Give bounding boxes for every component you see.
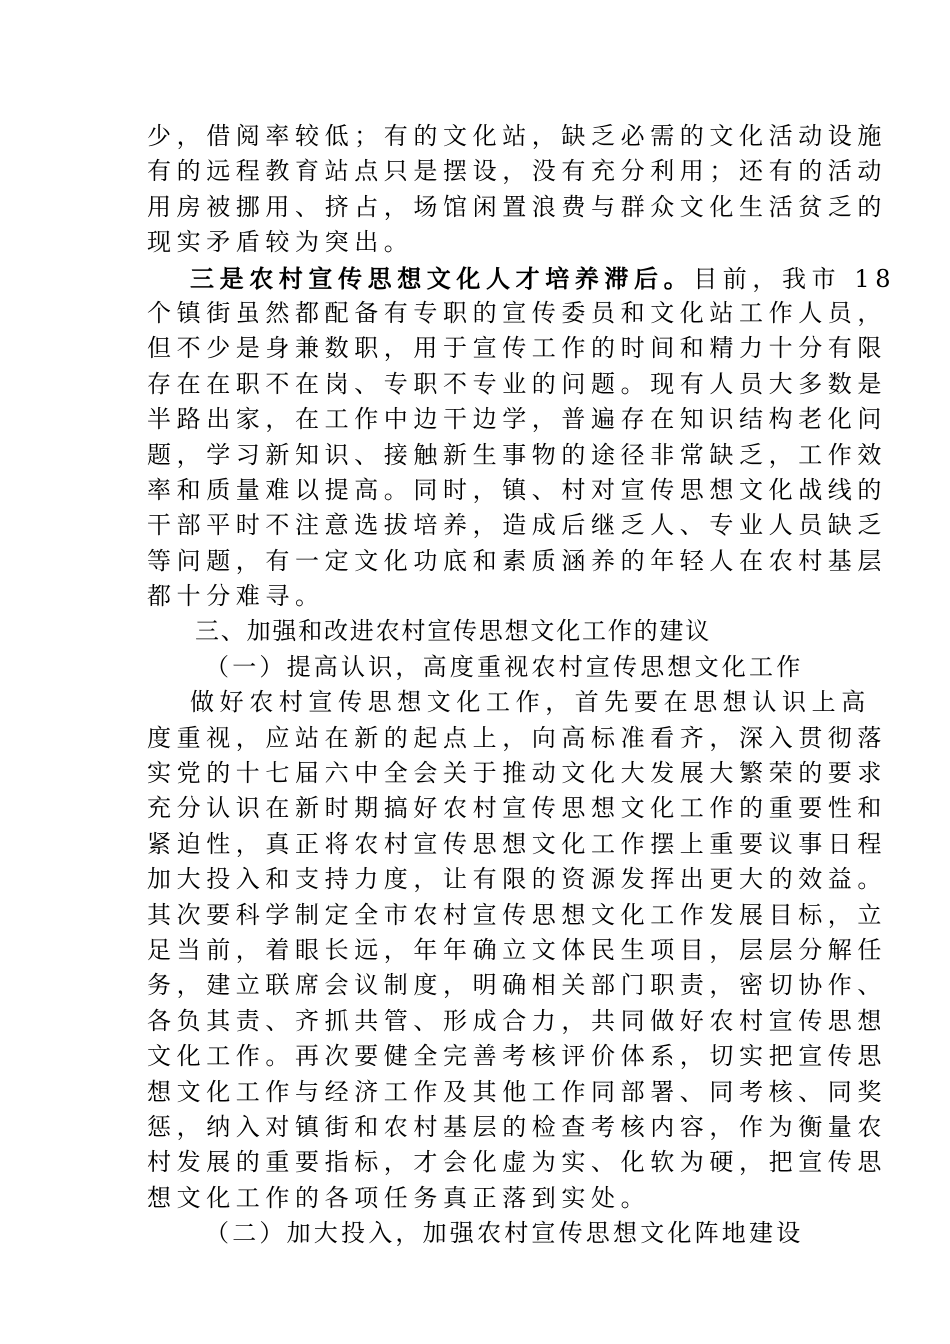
text-line: 实党的十七届六中全会关于推动文化大发展大繁荣的要求 — [147, 759, 887, 788]
text-line: 少，借阅率较低；有的文化站，缺乏必需的文化活动设施 — [147, 122, 887, 150]
paragraph-talent — [147, 261, 897, 615]
bold-lead-sentence: 三是农村宣传思想文化人才培养滞后。 — [190, 263, 694, 293]
text-line: 都十分难寻。 — [147, 582, 325, 611]
text-line: 想文化工作的各项任务真正落到实处。 — [147, 1183, 651, 1212]
paragraph-awareness — [147, 685, 887, 1216]
paragraph-facilities — [147, 119, 887, 261]
text-line: 半路出家，在工作中边干边学，普遍存在知识结构老化问 — [147, 405, 887, 434]
text-line: 加大投入和支持力度，让有限的资源发挥出更大的效益。 — [147, 865, 887, 894]
text-line: 文化工作。再次要健全完善考核评价体系，切实把宣传思 — [147, 1042, 887, 1071]
text-line: 村发展的重要指标，才会化虚为实、化软为硬，把宣传思 — [147, 1148, 887, 1177]
subsection-heading: （二）加大投入，加强农村宣传思想文化阵地建设 — [205, 1219, 804, 1248]
text-line — [147, 261, 897, 296]
text-line: 题，学习新知识、接触新生事物的途径非常缺乏，工作效 — [147, 440, 887, 469]
text-line: 做好农村宣传思想文化工作，首先要在思想认识上高 — [190, 688, 871, 717]
text-line: 务，建立联席会议制度，明确相关部门职责，密切协作、 — [147, 971, 887, 1000]
text-line: 想文化工作与经济工作及其他工作同部署、同考核、同奖 — [147, 1077, 887, 1106]
text-line: 现实矛盾较为突出。 — [147, 228, 414, 257]
text-line: 存在在职不在岗、专职不专业的问题。现有人员大多数是 — [147, 369, 887, 398]
text-line: 但不少是身兼数职，用于宣传工作的时间和精力十分有限 — [147, 334, 887, 363]
text-line: 足当前，着眼长远，年年确立文体民生项目，层层分解任 — [147, 935, 887, 964]
text-line: 其次要科学制定全市农村宣传思想文化工作发展目标，立 — [147, 900, 887, 929]
text-line: 各负其责、齐抓共管、形成合力，共同做好农村宣传思想 — [147, 1006, 887, 1035]
text-line: 有的远程教育站点只是摆设，没有充分利用；还有的活动 — [147, 157, 887, 186]
text-line: 紧迫性，真正将农村宣传思想文化工作摆上重要议事日程 — [147, 829, 887, 858]
document-page — [147, 119, 897, 1252]
text-line: 度重视，应站在新的起点上，向高标准看齐，深入贯彻落 — [147, 723, 887, 752]
text-line: 率和质量难以提高。同时，镇、村对宣传思想文化战线的 — [147, 475, 887, 504]
text-line: 用房被挪用、挤占，场馆闲置浪费与群众文化生活贫乏的 — [147, 192, 887, 221]
text-line: 干部平时不注意选拔培养，造成后继乏人、专业人员缺乏 — [147, 511, 887, 540]
text-line: 个镇街虽然都配备有专职的宣传委员和文化站工作人员， — [147, 298, 887, 327]
text-run: 目前，我市 18 — [693, 264, 897, 293]
text-line: 惩，纳入对镇街和农村基层的检查考核内容，作为衡量农 — [147, 1112, 887, 1141]
subsection-heading: （一）提高认识，高度重视农村宣传思想文化工作 — [205, 652, 804, 681]
text-line: 充分认识在新时期搞好农村宣传思想文化工作的重要性和 — [147, 794, 887, 823]
section-heading: 三、加强和改进农村宣传思想文化工作的建议 — [195, 617, 711, 646]
text-line: 等问题，有一定文化功底和素质涵养的年轻人在农村基层 — [147, 546, 887, 575]
